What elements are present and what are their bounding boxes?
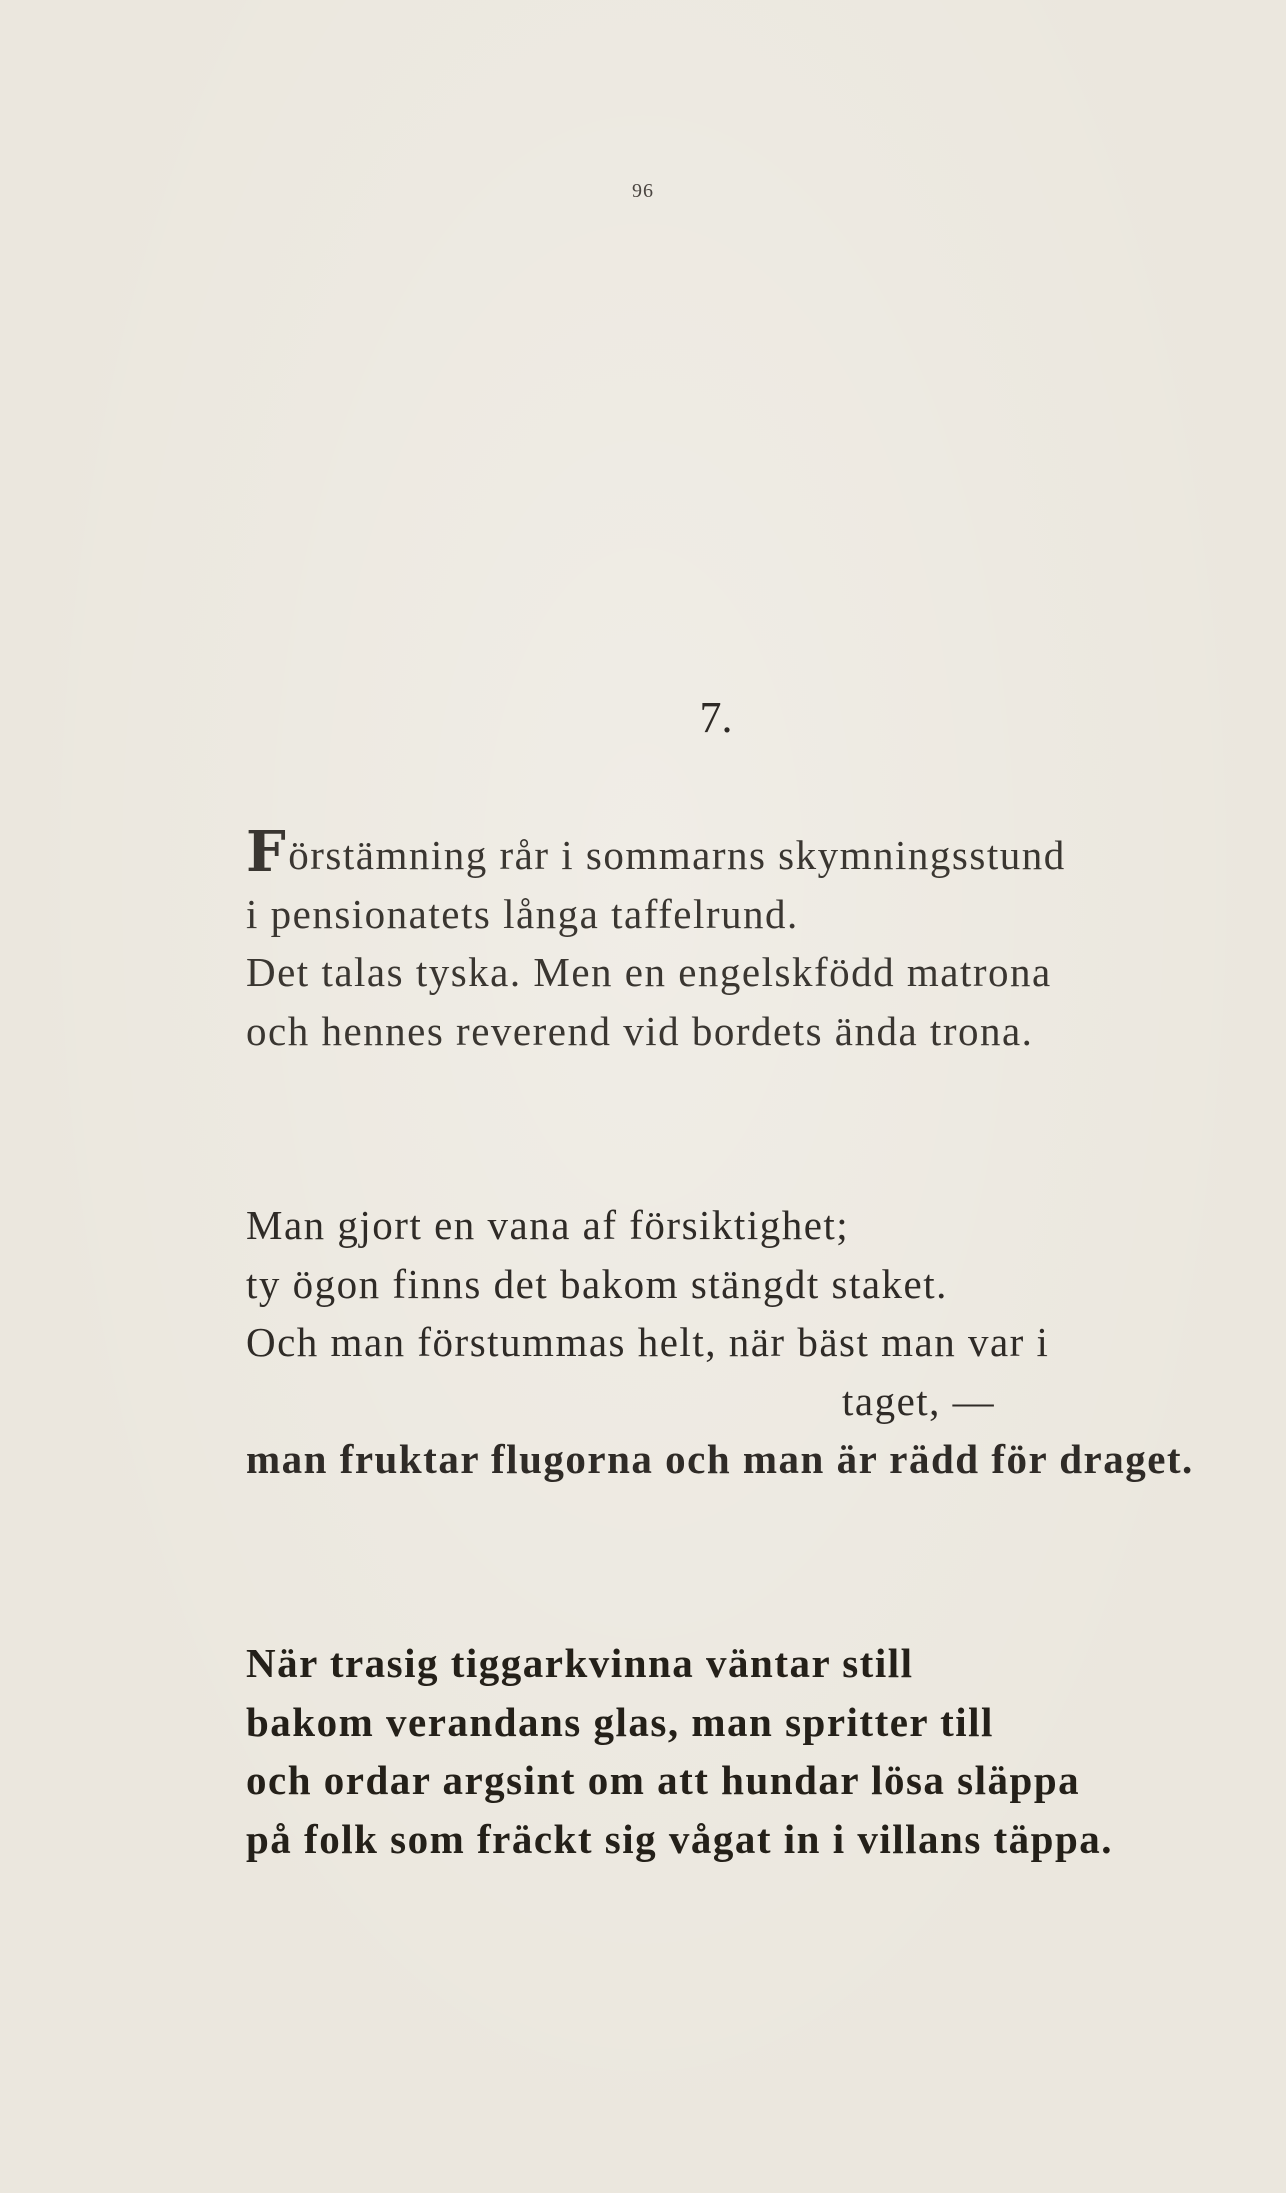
- poem-line-continuation: taget, —: [842, 1377, 996, 1424]
- section-number: 7.: [699, 693, 733, 742]
- poem-line: ty ögon finns det bakom stängdt staket.: [246, 1260, 948, 1307]
- poem-line: bakom verandans glas, man spritter till: [246, 1698, 994, 1745]
- page-number: 96: [632, 180, 654, 202]
- stanza-2: [246, 1196, 1206, 1489]
- poem-line: [246, 819, 1206, 885]
- stanza-3: [246, 1634, 1206, 1868]
- poem-line: på folk som fräckt sig vågat in i villans täppa.: [246, 1815, 1114, 1862]
- poem-line: Det talas tyska. Men en engelskfödd matrona: [246, 949, 1052, 995]
- poem-line: Och man förstummas helt, när bäst man var i: [246, 1319, 1050, 1365]
- stanza-1: [246, 819, 1206, 1060]
- poem-line: och hennes reverend vid bordets ända trona.: [246, 1007, 1034, 1054]
- poem-line: Man gjort en vana af försiktighet;: [246, 1202, 850, 1248]
- poem-line: och ordar argsint om att hundar lösa släppa: [246, 1757, 1081, 1803]
- poem-line: När trasig tiggarkvinna väntar still: [246, 1640, 914, 1686]
- poem-line: i pensionatets långa taffelrund.: [246, 890, 799, 937]
- first-line-text: örstämning rår i sommarns skymningsstund: [288, 832, 1066, 878]
- drop-cap: F: [246, 819, 288, 885]
- poem-line: man fruktar flugorna och man är rädd för draget.: [246, 1436, 1194, 1482]
